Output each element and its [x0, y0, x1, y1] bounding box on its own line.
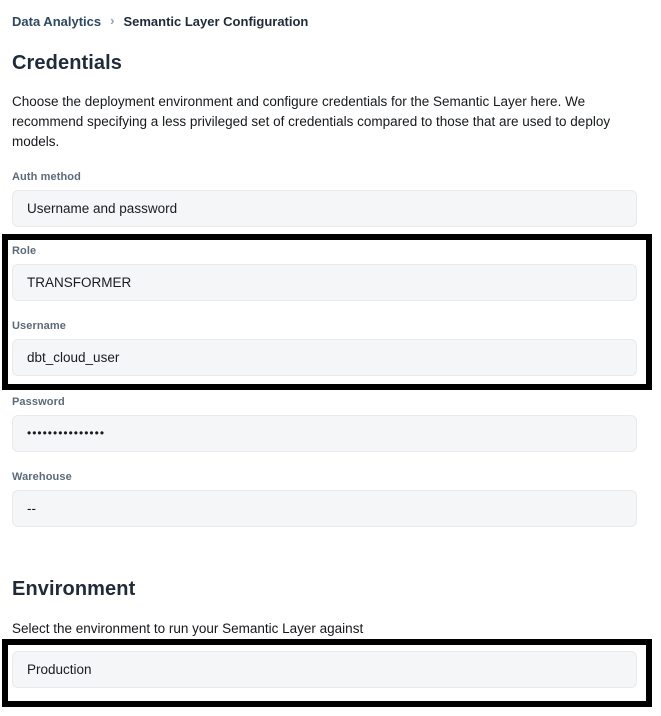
breadcrumb-current-page: Semantic Layer Configuration [123, 14, 309, 29]
username-label: Username [12, 320, 66, 332]
warehouse-label: Warehouse [12, 471, 72, 483]
warehouse-group [12, 471, 637, 527]
password-field[interactable] [12, 415, 637, 452]
password-label: Password [12, 396, 65, 408]
environment-heading: Environment [12, 578, 136, 600]
auth-method-field[interactable] [12, 190, 637, 227]
environment-select-field[interactable] [12, 651, 637, 688]
warehouse-value: -- [27, 501, 36, 516]
credentials-heading: Credentials [12, 52, 123, 74]
environment-highlight-box [2, 639, 652, 707]
password-group [12, 396, 637, 452]
auth-method-value: Username and password [27, 201, 178, 216]
credentials-description: Choose the deployment environment and configure credentials for the Semantic Layer here. We recommend specifying a less privileged set of credentials compared to those that are used to deploy models. [12, 94, 611, 149]
username-field[interactable] [12, 339, 637, 376]
environment-group [12, 651, 637, 688]
breadcrumb-data-analytics[interactable]: Data Analytics [12, 14, 102, 29]
password-masked-value: ••••••••••••••• [27, 425, 106, 440]
credentials-highlight-box [2, 234, 652, 390]
environment-description: Select the environment to run your Semantic Layer against [12, 621, 364, 636]
username-group [12, 320, 637, 376]
role-value: TRANSFORMER [27, 275, 132, 290]
role-field[interactable] [12, 264, 637, 301]
breadcrumb [12, 14, 649, 29]
auth-method-group [12, 171, 637, 227]
warehouse-field[interactable] [12, 490, 637, 527]
environment-value: Production [27, 662, 92, 677]
role-label: Role [12, 245, 37, 257]
auth-method-label: Auth method [12, 171, 81, 183]
username-value: dbt_cloud_user [27, 350, 120, 365]
chevron-right-icon: › [110, 13, 115, 28]
role-group [12, 245, 637, 301]
